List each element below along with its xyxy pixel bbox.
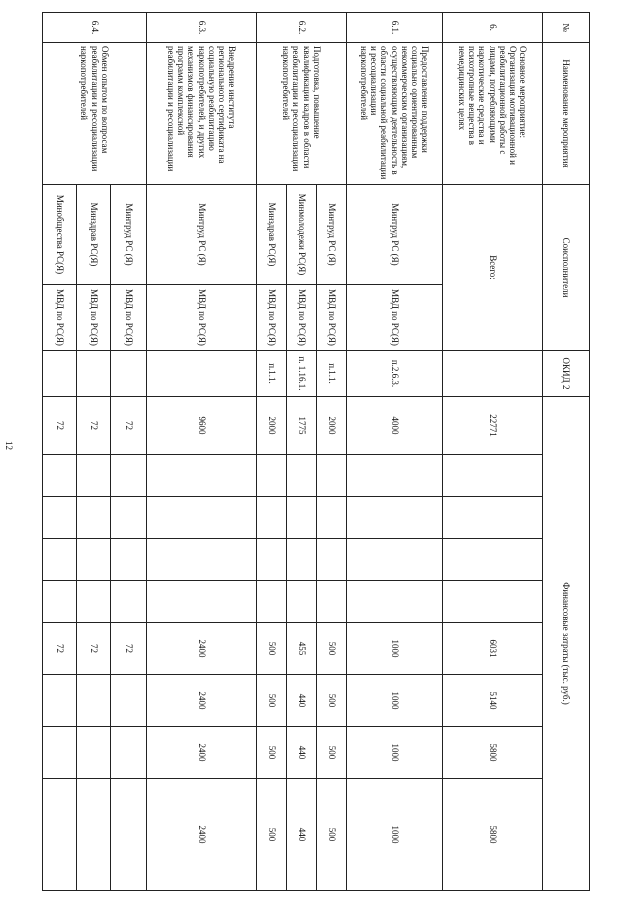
row-y7: 500	[317, 727, 347, 779]
row-y1	[147, 455, 257, 497]
row-y2	[287, 497, 317, 539]
row-coexecutor: МВД по РС(Я)	[111, 285, 147, 351]
table-row	[147, 13, 257, 891]
table-header-row	[543, 13, 590, 891]
row-y3	[77, 539, 111, 581]
row-name: Обмен опытом по вопросам реабилитации и ресоциализации наркопотребителей	[43, 43, 147, 185]
row-y6: 500	[317, 675, 347, 727]
row-y2	[77, 497, 111, 539]
row-total: 72	[111, 397, 147, 455]
row-y3	[347, 539, 443, 581]
row-name: Основное мероприятие: Организация мотивационной и реабилитационной работы с лицами, потребляющими наркотические средства и психотропные вещества в немедицинских целях	[443, 43, 543, 185]
row-y1	[77, 455, 111, 497]
row-executor: Минздрав РС(Я)	[77, 185, 111, 285]
row-total: 1775	[287, 397, 317, 455]
row-y4	[111, 581, 147, 623]
row-y8	[77, 779, 111, 891]
row-okid	[77, 351, 111, 397]
row-total: 2000	[317, 397, 347, 455]
row-y7: 500	[257, 727, 287, 779]
row-y2	[347, 497, 443, 539]
row-y4	[443, 581, 543, 623]
row-num: 6.4.	[43, 13, 147, 43]
row-y4	[43, 581, 77, 623]
table-row	[443, 13, 543, 891]
row-y1	[443, 455, 543, 497]
row-executor: Минтруд РС (Я)	[147, 185, 257, 285]
row-y3	[111, 539, 147, 581]
row-num: 6.	[443, 13, 543, 43]
row-y1	[111, 455, 147, 497]
row-y8: 2400	[147, 779, 257, 891]
row-total: 9600	[147, 397, 257, 455]
row-y7: 1000	[347, 727, 443, 779]
row-okid	[443, 351, 543, 397]
row-coexecutor: МВД по РС(Я)	[43, 285, 77, 351]
row-coexecutor: МВД по РС(Я)	[347, 285, 443, 351]
table-row	[317, 13, 347, 891]
row-okid	[43, 351, 77, 397]
header-num: №	[543, 13, 590, 43]
row-y1	[317, 455, 347, 497]
row-executor: Минтруд РС (Я)	[347, 185, 443, 285]
row-y8: 500	[317, 779, 347, 891]
row-y5: 455	[287, 623, 317, 675]
row-name: Подготовка, повышение квалификации кадров в области реабилитации и ресоциализации наркопотребителей	[257, 43, 347, 185]
row-y1	[257, 455, 287, 497]
row-y7	[43, 727, 77, 779]
row-okid	[147, 351, 257, 397]
header-finance: Финансовые затраты (тыс. руб.)	[543, 397, 590, 891]
row-y6	[43, 675, 77, 727]
row-coexecutor: МВД по РС(Я)	[257, 285, 287, 351]
row-executor: Минтруд РС (Я)	[317, 185, 347, 285]
row-y2	[111, 497, 147, 539]
row-y4	[287, 581, 317, 623]
row-okid	[111, 351, 147, 397]
header-executors: Соисполнители	[543, 185, 590, 351]
table-row	[347, 13, 443, 891]
row-y2	[317, 497, 347, 539]
row-y6: 5140	[443, 675, 543, 727]
row-total: 4000	[347, 397, 443, 455]
row-y7	[77, 727, 111, 779]
row-y7: 5800	[443, 727, 543, 779]
row-y6	[111, 675, 147, 727]
page-number: 12	[4, 441, 14, 450]
row-total: 22771	[443, 397, 543, 455]
row-num: 6.2.	[257, 13, 347, 43]
row-y5: 72	[111, 623, 147, 675]
row-y3	[287, 539, 317, 581]
row-y4	[257, 581, 287, 623]
row-name: Внедрение института регионального сертификата на социальную реабилитацию наркопотребителей, и других механизмов финансирования программ комплексной реабилитации и ресоциализации	[147, 43, 257, 185]
row-y6: 2400	[147, 675, 257, 727]
row-y6	[77, 675, 111, 727]
header-okid: ОКИД 2	[543, 351, 590, 397]
row-y4	[77, 581, 111, 623]
row-y2	[443, 497, 543, 539]
row-y6: 500	[257, 675, 287, 727]
row-y7: 2400	[147, 727, 257, 779]
row-y8: 5800	[443, 779, 543, 891]
row-y1	[347, 455, 443, 497]
rotated-page-content	[56, 12, 590, 890]
row-y5: 500	[257, 623, 287, 675]
row-y6: 440	[287, 675, 317, 727]
row-y8	[111, 779, 147, 891]
row-y4	[347, 581, 443, 623]
row-executor: Минмолодежи РС(Я)	[287, 185, 317, 285]
row-okid: п. 1.16.1.	[287, 351, 317, 397]
row-y3	[43, 539, 77, 581]
row-y8: 440	[287, 779, 317, 891]
row-y5: 1000	[347, 623, 443, 675]
row-y5: 2400	[147, 623, 257, 675]
row-okid: п.2.6.3.	[347, 351, 443, 397]
header-name: Наименование мероприятия	[543, 43, 590, 185]
row-coexecutor: МВД по РС(Я)	[317, 285, 347, 351]
row-y7: 440	[287, 727, 317, 779]
row-executor: Минобщества РС(Я)	[43, 185, 77, 285]
row-okid: п.1.1.	[257, 351, 287, 397]
row-y4	[317, 581, 347, 623]
row-coexecutor: МВД по РС(Я)	[287, 285, 317, 351]
row-y1	[287, 455, 317, 497]
row-total: 2000	[257, 397, 287, 455]
row-executor: Минтруд РС (Я)	[111, 185, 147, 285]
row-total: 72	[43, 397, 77, 455]
row-y8: 500	[257, 779, 287, 891]
row-coexecutor: МВД по РС(Я)	[147, 285, 257, 351]
row-y3	[257, 539, 287, 581]
row-y5: 72	[43, 623, 77, 675]
row-y1	[43, 455, 77, 497]
row-y5: 72	[77, 623, 111, 675]
row-total: 72	[77, 397, 111, 455]
row-y2	[257, 497, 287, 539]
row-num: 6.1.	[347, 13, 443, 43]
row-y8	[43, 779, 77, 891]
table-row	[111, 13, 147, 891]
row-okid: п.1.1.	[317, 351, 347, 397]
measures-table	[42, 12, 590, 891]
row-y2	[147, 497, 257, 539]
row-y7	[111, 727, 147, 779]
row-y5: 6031	[443, 623, 543, 675]
row-y2	[43, 497, 77, 539]
row-y3	[317, 539, 347, 581]
row-num: 6.3.	[147, 13, 257, 43]
row-executor: Минздрав РС(Я)	[257, 185, 287, 285]
row-name: Предоставление поддержки социально ориентированным некоммерческим организациям, осуществляющим деятельность в области социальной реабилитации и ресоциализации наркопотребителей	[347, 43, 443, 185]
row-y4	[147, 581, 257, 623]
row-y6: 1000	[347, 675, 443, 727]
row-y8: 1000	[347, 779, 443, 891]
row-executor: Всего:	[443, 185, 543, 351]
row-y3	[443, 539, 543, 581]
row-y5: 500	[317, 623, 347, 675]
row-coexecutor: МВД по РС(Я)	[77, 285, 111, 351]
row-y3	[147, 539, 257, 581]
